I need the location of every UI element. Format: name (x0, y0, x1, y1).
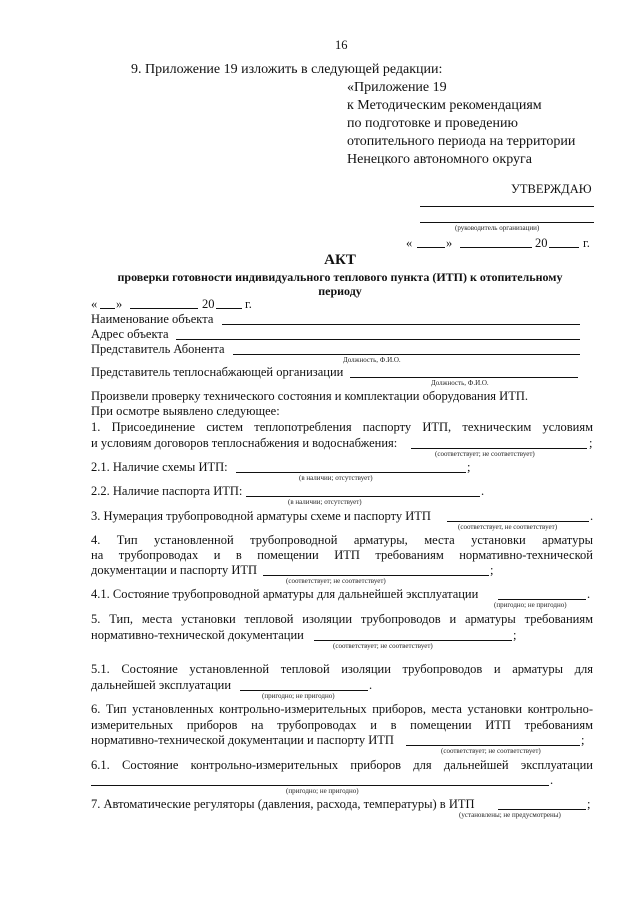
item-2-2-caption: (в наличии; отсутствует) (288, 498, 362, 506)
act-date-open: « (91, 297, 98, 311)
item-6-1-line: 6.1. Состояние контрольно-измерительных приборов для дальнейшей эксплуатации (91, 758, 593, 772)
item-6-answer-line (406, 745, 580, 746)
item-1-end: ; (589, 436, 593, 450)
item-4-1-end: . (587, 587, 591, 601)
approve-signature-line (420, 206, 594, 207)
approve-month-line (460, 247, 532, 248)
item-5-1-line: дальнейшей эксплуатации (91, 678, 232, 692)
item-2-2-end: . (481, 484, 485, 498)
subscriber-caption: Должность, Ф.И.О. (343, 356, 401, 364)
approve-caption: (руководитель организации) (455, 224, 540, 232)
item-6-line: измерительных приборов на трубопроводах и в помещении ИТП требованиям (91, 718, 593, 732)
approve-label: УТВЕРЖДАЮ (511, 182, 592, 196)
item-4-line: 4. Тип установленной трубопроводной арматуры, места установки арматуры (91, 533, 593, 547)
heat-org-caption: Должность, Ф.И.О. (431, 379, 489, 387)
item-4-answer-line (263, 575, 489, 576)
appendix-line: «Приложение 19 (347, 80, 447, 95)
item-2-2-label: 2.2. Наличие паспорта ИТП: (91, 484, 243, 498)
item-7-answer-line (498, 809, 586, 810)
item-1-line: 1. Присоединение систем теплопотребления паспорту ИТП, техническим условиям (91, 420, 593, 434)
object-name-line (222, 324, 580, 325)
approve-name-line (420, 222, 594, 223)
appendix-line: к Методическим рекомендациям (347, 98, 542, 113)
item-5-1-caption: (пригодно; не пригодно) (262, 692, 335, 700)
item-2-1-end: ; (467, 460, 471, 474)
item-4-caption: (соответствует; не соответствует) (286, 577, 386, 585)
item-6-1-caption: (пригодно; не пригодно) (286, 787, 359, 795)
item-1-line: и условиям договоров теплоснабжения и водоснабжения: (91, 436, 398, 450)
item-6-line: нормативно-технической документации и паспорту ИТП (91, 733, 394, 747)
object-name-label: Наименование объекта (91, 312, 214, 326)
item-1-answer-line (411, 448, 587, 449)
act-month-line (130, 308, 198, 309)
item-3-caption: (соответствует, не соответствует) (458, 523, 558, 531)
page-number: 16 (335, 38, 348, 52)
item-5-end: ; (513, 628, 517, 642)
intro-line: 9. Приложение 19 изложить в следующей редакции: (131, 62, 443, 77)
document-subtitle-cont: периоду (318, 284, 362, 298)
item-4-1-label: 4.1. Состояние трубопроводной арматуры для дальнейшей эксплуатации (91, 587, 479, 601)
item-7-end: ; (587, 797, 591, 811)
statement-line: При осмотре выявлено следующее: (91, 404, 280, 418)
heat-org-rep-label: Представитель теплоснабжающей организации (91, 365, 344, 379)
item-5-1-end: . (369, 678, 373, 692)
approve-date-mid: » (446, 236, 453, 250)
item-7-label: 7. Автоматические регуляторы (давления, расхода, температуры) в ИТП (91, 797, 475, 811)
item-7-caption: (установлены; не предусмотрены) (459, 811, 561, 819)
object-address-line (176, 339, 580, 340)
item-2-1-label: 2.1. Наличие схемы ИТП: (91, 460, 228, 474)
item-2-1-caption: (в наличии; отсутствует) (299, 474, 373, 482)
act-year-prefix: 20 (202, 297, 215, 311)
item-6-1-end: . (550, 773, 554, 787)
item-4-line: документации и паспорту ИТП (91, 563, 258, 577)
item-2-1-answer-line (236, 472, 466, 473)
item-5-line: нормативно-технической документации (91, 628, 304, 642)
item-3-answer-line (447, 521, 589, 522)
item-5-1-answer-line (240, 690, 368, 691)
act-year-suffix: г. (245, 297, 252, 311)
subscriber-rep-label: Представитель Абонента (91, 342, 225, 356)
act-date-mid: » (116, 297, 123, 311)
approve-day-line (417, 247, 445, 248)
approve-year-line (549, 247, 579, 248)
item-4-end: ; (490, 563, 494, 577)
appendix-line: Ненецкого автономного округа (347, 152, 532, 167)
act-day-line (100, 308, 115, 309)
item-6-1-answer-line (91, 785, 549, 786)
item-5-answer-line (314, 640, 512, 641)
approve-year-prefix: 20 (535, 236, 548, 250)
object-address-label: Адрес объекта (91, 327, 169, 341)
item-6-end: ; (581, 733, 585, 747)
document-title: АКТ (324, 252, 356, 268)
appendix-line: отопительного периода на территории (347, 134, 576, 149)
item-3-end: . (590, 509, 594, 523)
item-1-caption: (соответствует; не соответствует) (435, 450, 535, 458)
item-4-1-caption: (пригодно; не пригодно) (494, 601, 567, 609)
subscriber-rep-line (233, 354, 580, 355)
act-year-line (216, 308, 242, 309)
item-5-caption: (соответствует; не соответствует) (333, 642, 433, 650)
item-4-line: на трубопроводах и в помещении ИТП требованиям нормативно-технической (91, 548, 593, 562)
document-subtitle: проверки готовности индивидуального теплового пункта (ИТП) к отопительному (117, 270, 563, 284)
heat-org-rep-line (350, 377, 578, 378)
statement-line: Произвели проверку технического состояния и комплектации оборудования ИТП. (91, 389, 528, 403)
item-5-1-line: 5.1. Состояние установленной тепловой изоляции трубопроводов и арматуры для (91, 662, 593, 676)
appendix-line: по подготовке и проведению (347, 116, 518, 131)
item-6-caption: (соответствует; не соответствует) (441, 747, 541, 755)
item-3-label: 3. Нумерация трубопроводной арматуры схеме и паспорту ИТП (91, 509, 431, 523)
item-2-2-answer-line (246, 496, 480, 497)
approve-date-open: « (406, 236, 413, 250)
item-5-line: 5. Тип, места установки тепловой изоляции трубопроводов и арматуры требованиям (91, 612, 593, 626)
item-6-line: 6. Тип установленных контрольно-измерительных приборов, места установки контрольно- (91, 702, 593, 716)
approve-year-suffix: г. (583, 236, 590, 250)
item-4-1-answer-line (498, 599, 586, 600)
